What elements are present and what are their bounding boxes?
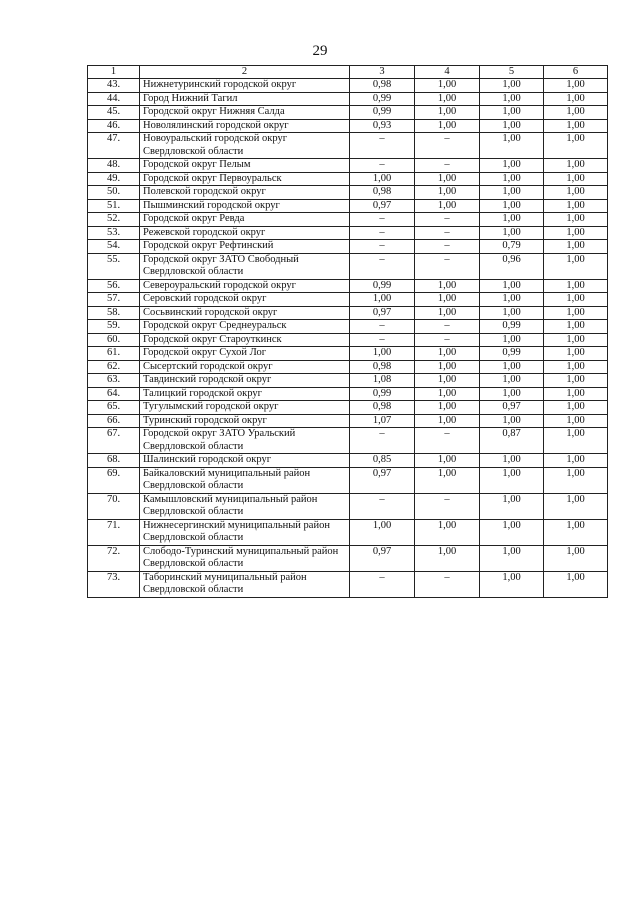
value-cell-col6: 1,00: [544, 253, 608, 279]
municipality-name-cell: Городской округ ЗАТО Уральский Свердловской области: [140, 428, 350, 454]
value-cell-col4: 1,00: [415, 414, 480, 428]
value-cell-col6: 1,00: [544, 545, 608, 571]
value-cell-col6: 1,00: [544, 571, 608, 597]
value-cell-col5: 1,00: [480, 92, 544, 106]
value-cell-col4: 1,00: [415, 387, 480, 401]
table-body: [88, 79, 608, 598]
value-cell-col5: 1,00: [480, 119, 544, 133]
value-cell-col5: 1,00: [480, 226, 544, 240]
table-row: [88, 493, 608, 519]
table-row: [88, 545, 608, 571]
value-cell-col4: –: [415, 428, 480, 454]
table-row: [88, 253, 608, 279]
table-row: [88, 306, 608, 320]
value-cell-col4: 1,00: [415, 119, 480, 133]
value-cell-col4: –: [415, 213, 480, 227]
row-number-cell: 63.: [88, 374, 140, 388]
value-cell-col3: 0,97: [350, 306, 415, 320]
value-cell-col3: –: [350, 240, 415, 254]
value-cell-col6: 1,00: [544, 493, 608, 519]
row-number-cell: 54.: [88, 240, 140, 254]
table-row: [88, 119, 608, 133]
value-cell-col5: 1,00: [480, 467, 544, 493]
row-number-cell: 61.: [88, 347, 140, 361]
value-cell-col6: 1,00: [544, 226, 608, 240]
table-row: [88, 401, 608, 415]
table-row: [88, 159, 608, 173]
value-cell-col3: –: [350, 213, 415, 227]
value-cell-col4: 1,00: [415, 467, 480, 493]
value-cell-col4: 1,00: [415, 186, 480, 200]
municipality-name-cell: Туринский городской округ: [140, 414, 350, 428]
table-row: [88, 106, 608, 120]
value-cell-col5: 0,87: [480, 428, 544, 454]
value-cell-col5: 1,00: [480, 454, 544, 468]
value-cell-col3: 0,99: [350, 387, 415, 401]
municipality-name-cell: Городской округ Нижняя Салда: [140, 106, 350, 120]
value-cell-col3: 0,99: [350, 92, 415, 106]
row-number-cell: 47.: [88, 133, 140, 159]
row-number-cell: 59.: [88, 320, 140, 334]
value-cell-col6: 1,00: [544, 133, 608, 159]
value-cell-col5: 1,00: [480, 159, 544, 173]
column-header: 6: [544, 66, 608, 79]
municipality-name-cell: Новоуральский городской округ Свердловской области: [140, 133, 350, 159]
value-cell-col3: 0,97: [350, 545, 415, 571]
value-cell-col6: 1,00: [544, 199, 608, 213]
municipality-name-cell: Городской округ Сухой Лог: [140, 347, 350, 361]
row-number-cell: 52.: [88, 213, 140, 227]
column-header: 4: [415, 66, 480, 79]
value-cell-col6: 1,00: [544, 320, 608, 334]
value-cell-col5: 1,00: [480, 545, 544, 571]
table-row: [88, 387, 608, 401]
table-row: [88, 133, 608, 159]
value-cell-col5: 0,79: [480, 240, 544, 254]
value-cell-col3: –: [350, 493, 415, 519]
value-cell-col6: 1,00: [544, 306, 608, 320]
value-cell-col6: 1,00: [544, 519, 608, 545]
row-number-cell: 55.: [88, 253, 140, 279]
municipality-name-cell: Тугулымский городской округ: [140, 401, 350, 415]
municipality-name-cell: Шалинский городской округ: [140, 454, 350, 468]
table-row: [88, 333, 608, 347]
table-row: [88, 199, 608, 213]
value-cell-col6: 1,00: [544, 159, 608, 173]
value-cell-col6: 1,00: [544, 119, 608, 133]
municipality-name-cell: Полевской городской округ: [140, 186, 350, 200]
value-cell-col6: 1,00: [544, 213, 608, 227]
column-header: 2: [140, 66, 350, 79]
municipality-name-cell: Сосьвинский городской округ: [140, 306, 350, 320]
table-row: [88, 92, 608, 106]
row-number-cell: 60.: [88, 333, 140, 347]
value-cell-col4: 1,00: [415, 293, 480, 307]
table-row: [88, 467, 608, 493]
row-number-cell: 45.: [88, 106, 140, 120]
value-cell-col3: –: [350, 428, 415, 454]
column-header: 1: [88, 66, 140, 79]
value-cell-col4: 1,00: [415, 79, 480, 93]
table-row: [88, 293, 608, 307]
value-cell-col5: 0,99: [480, 347, 544, 361]
page-number: 29: [312, 43, 328, 59]
row-number-cell: 50.: [88, 186, 140, 200]
value-cell-col3: 0,98: [350, 186, 415, 200]
row-number-cell: 51.: [88, 199, 140, 213]
value-cell-col5: 0,97: [480, 401, 544, 415]
municipality-name-cell: Байкаловский муниципальный район Свердловской области: [140, 467, 350, 493]
row-number-cell: 46.: [88, 119, 140, 133]
table-row: [88, 240, 608, 254]
value-cell-col4: 1,00: [415, 545, 480, 571]
table-row: [88, 79, 608, 93]
value-cell-col5: 1,00: [480, 519, 544, 545]
municipality-name-cell: Таборинский муниципальный район Свердловской области: [140, 571, 350, 597]
table-row: [88, 519, 608, 545]
value-cell-col3: 0,99: [350, 279, 415, 293]
municipality-name-cell: Талицкий городской округ: [140, 387, 350, 401]
value-cell-col6: 1,00: [544, 454, 608, 468]
table-row: [88, 360, 608, 374]
value-cell-col4: 1,00: [415, 401, 480, 415]
municipality-name-cell: Тавдинский городской округ: [140, 374, 350, 388]
value-cell-col6: 1,00: [544, 106, 608, 120]
value-cell-col6: 1,00: [544, 293, 608, 307]
municipality-name-cell: Новолялинский городской округ: [140, 119, 350, 133]
municipality-name-cell: Городской округ ЗАТО Свободный Свердловской области: [140, 253, 350, 279]
value-cell-col4: 1,00: [415, 199, 480, 213]
value-cell-col3: 1,00: [350, 519, 415, 545]
value-cell-col3: 0,99: [350, 106, 415, 120]
value-cell-col6: 1,00: [544, 401, 608, 415]
value-cell-col3: 0,85: [350, 454, 415, 468]
table-row: [88, 374, 608, 388]
row-number-cell: 69.: [88, 467, 140, 493]
row-number-cell: 72.: [88, 545, 140, 571]
value-cell-col5: 1,00: [480, 279, 544, 293]
value-cell-col6: 1,00: [544, 333, 608, 347]
municipality-name-cell: Североуральский городской округ: [140, 279, 350, 293]
value-cell-col4: –: [415, 571, 480, 597]
value-cell-col3: –: [350, 159, 415, 173]
value-cell-col4: 1,00: [415, 106, 480, 120]
value-cell-col6: 1,00: [544, 279, 608, 293]
value-cell-col6: 1,00: [544, 92, 608, 106]
table-row: [88, 571, 608, 597]
value-cell-col3: 0,98: [350, 360, 415, 374]
value-cell-col3: 1,07: [350, 414, 415, 428]
value-cell-col5: 0,96: [480, 253, 544, 279]
municipality-name-cell: Слободо-Туринский муниципальный район Свердловской области: [140, 545, 350, 571]
row-number-cell: 64.: [88, 387, 140, 401]
value-cell-col4: 1,00: [415, 519, 480, 545]
value-cell-col5: 1,00: [480, 79, 544, 93]
value-cell-col3: 0,97: [350, 199, 415, 213]
value-cell-col6: 1,00: [544, 172, 608, 186]
table-row: [88, 428, 608, 454]
value-cell-col3: 1,00: [350, 172, 415, 186]
value-cell-col3: 1,00: [350, 293, 415, 307]
table-row: [88, 279, 608, 293]
value-cell-col5: 1,00: [480, 387, 544, 401]
municipality-name-cell: Городской округ Пелым: [140, 159, 350, 173]
value-cell-col6: 1,00: [544, 347, 608, 361]
value-cell-col6: 1,00: [544, 79, 608, 93]
value-cell-col6: 1,00: [544, 360, 608, 374]
value-cell-col5: 1,00: [480, 199, 544, 213]
value-cell-col4: 1,00: [415, 92, 480, 106]
value-cell-col5: 1,00: [480, 293, 544, 307]
municipality-name-cell: Камышловский муниципальный район Свердловской области: [140, 493, 350, 519]
row-number-cell: 44.: [88, 92, 140, 106]
table-header-row: [88, 66, 608, 79]
value-cell-col5: 1,00: [480, 414, 544, 428]
row-number-cell: 66.: [88, 414, 140, 428]
value-cell-col4: 1,00: [415, 454, 480, 468]
value-cell-col6: 1,00: [544, 467, 608, 493]
value-cell-col3: 1,00: [350, 347, 415, 361]
municipality-name-cell: Сысертский городской округ: [140, 360, 350, 374]
value-cell-col6: 1,00: [544, 387, 608, 401]
row-number-cell: 57.: [88, 293, 140, 307]
value-cell-col5: 1,00: [480, 106, 544, 120]
value-cell-col6: 1,00: [544, 428, 608, 454]
municipality-name-cell: Городской округ Ревда: [140, 213, 350, 227]
data-table: [87, 65, 608, 598]
value-cell-col3: 1,08: [350, 374, 415, 388]
value-cell-col5: 0,99: [480, 320, 544, 334]
value-cell-col5: 1,00: [480, 374, 544, 388]
municipality-name-cell: Город Нижний Тагил: [140, 92, 350, 106]
row-number-cell: 53.: [88, 226, 140, 240]
value-cell-col3: 0,97: [350, 467, 415, 493]
row-number-cell: 68.: [88, 454, 140, 468]
row-number-cell: 71.: [88, 519, 140, 545]
value-cell-col5: 1,00: [480, 493, 544, 519]
value-cell-col5: 1,00: [480, 360, 544, 374]
row-number-cell: 58.: [88, 306, 140, 320]
value-cell-col6: 1,00: [544, 414, 608, 428]
value-cell-col4: –: [415, 493, 480, 519]
value-cell-col6: 1,00: [544, 240, 608, 254]
table-row: [88, 172, 608, 186]
table-row: [88, 213, 608, 227]
municipality-name-cell: Городской округ Рефтинский: [140, 240, 350, 254]
row-number-cell: 73.: [88, 571, 140, 597]
value-cell-col5: 1,00: [480, 571, 544, 597]
table-row: [88, 414, 608, 428]
row-number-cell: 48.: [88, 159, 140, 173]
value-cell-col4: –: [415, 320, 480, 334]
table-row: [88, 320, 608, 334]
value-cell-col4: –: [415, 240, 480, 254]
value-cell-col6: 1,00: [544, 374, 608, 388]
value-cell-col3: –: [350, 133, 415, 159]
municipality-name-cell: Нижнесергинский муниципальный район Свердловской области: [140, 519, 350, 545]
value-cell-col5: 1,00: [480, 306, 544, 320]
value-cell-col3: 0,98: [350, 79, 415, 93]
value-cell-col5: 1,00: [480, 213, 544, 227]
table-row: [88, 347, 608, 361]
value-cell-col4: 1,00: [415, 279, 480, 293]
municipality-name-cell: Серовский городской округ: [140, 293, 350, 307]
row-number-cell: 49.: [88, 172, 140, 186]
value-cell-col6: 1,00: [544, 186, 608, 200]
value-cell-col4: 1,00: [415, 172, 480, 186]
table-row: [88, 226, 608, 240]
row-number-cell: 70.: [88, 493, 140, 519]
municipality-name-cell: Пышминский городской округ: [140, 199, 350, 213]
municipality-name-cell: Нижнетуринский городской округ: [140, 79, 350, 93]
value-cell-col4: 1,00: [415, 306, 480, 320]
column-header: 5: [480, 66, 544, 79]
column-header: 3: [350, 66, 415, 79]
table-row: [88, 186, 608, 200]
row-number-cell: 67.: [88, 428, 140, 454]
value-cell-col3: –: [350, 253, 415, 279]
value-cell-col3: –: [350, 333, 415, 347]
value-cell-col5: 1,00: [480, 333, 544, 347]
value-cell-col3: –: [350, 226, 415, 240]
row-number-cell: 65.: [88, 401, 140, 415]
municipality-name-cell: Городской округ Среднеуральск: [140, 320, 350, 334]
value-cell-col3: –: [350, 320, 415, 334]
value-cell-col4: 1,00: [415, 360, 480, 374]
value-cell-col5: 1,00: [480, 186, 544, 200]
municipality-name-cell: Режевской городской округ: [140, 226, 350, 240]
value-cell-col5: 1,00: [480, 172, 544, 186]
value-cell-col4: 1,00: [415, 374, 480, 388]
municipality-name-cell: Городской округ Первоуральск: [140, 172, 350, 186]
row-number-cell: 56.: [88, 279, 140, 293]
municipality-name-cell: Городской округ Староуткинск: [140, 333, 350, 347]
value-cell-col3: 0,98: [350, 401, 415, 415]
row-number-cell: 62.: [88, 360, 140, 374]
table-row: [88, 454, 608, 468]
value-cell-col3: 0,93: [350, 119, 415, 133]
row-number-cell: 43.: [88, 79, 140, 93]
value-cell-col4: –: [415, 333, 480, 347]
value-cell-col3: –: [350, 571, 415, 597]
value-cell-col4: –: [415, 159, 480, 173]
value-cell-col4: 1,00: [415, 347, 480, 361]
value-cell-col4: –: [415, 253, 480, 279]
value-cell-col4: –: [415, 226, 480, 240]
value-cell-col5: 1,00: [480, 133, 544, 159]
value-cell-col4: –: [415, 133, 480, 159]
